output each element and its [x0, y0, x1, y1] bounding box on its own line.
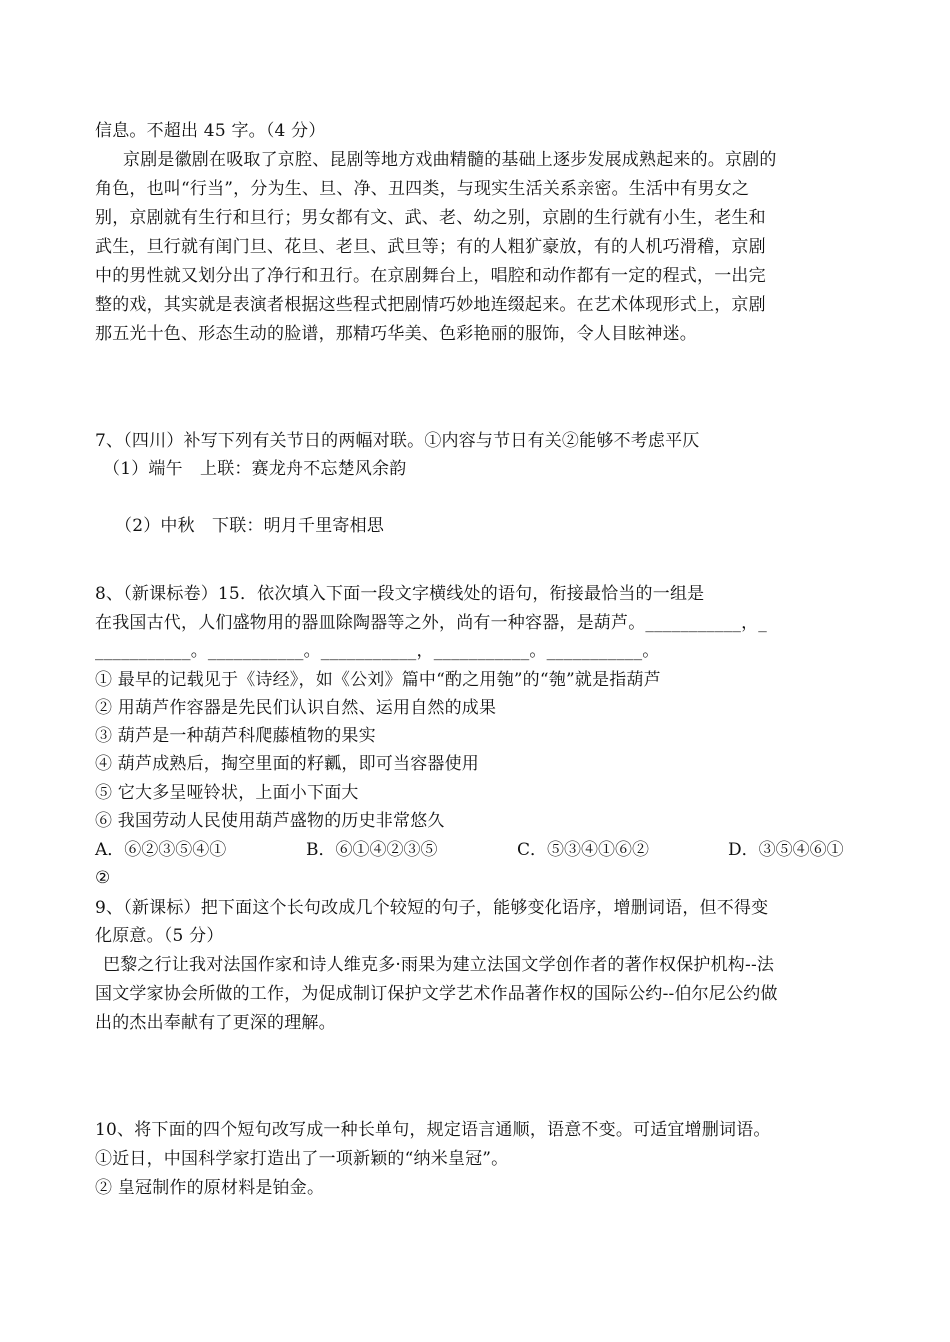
q7-title: 7、（四川）补写下列有关节日的两幅对联。①内容与节日有关②能够不考虑平仄 — [95, 431, 700, 451]
q8-option-c: C．⑤③④①⑥② — [517, 840, 650, 860]
q8-option-d: D．③⑤④⑥① — [728, 840, 844, 860]
passage-line: 整的戏，其实就是表演者根据这些程式把剧情巧妙地连缀起来。在艺术体现形式上，京剧 — [95, 295, 766, 315]
q7-item-2: （2）中秋 下联：明月千里寄相思 — [115, 516, 385, 536]
q6-tail-line: 信息。不超出 45 字。（4 分） — [95, 121, 326, 141]
q8-item: ⑤ 它大多呈哑铃状，上面小下面大 — [95, 783, 359, 803]
passage-line: 武生，旦行就有闺门旦、花旦、老旦、武旦等；有的人粗犷豪放，有的人机巧滑稽，京剧 — [95, 237, 766, 257]
q8-option-b: B．⑥①④②③⑤ — [306, 840, 438, 860]
q9-text-line: 巴黎之行让我对法国作家和诗人维克多·雨果为建立法国文学创作者的著作权保护机构--法 — [103, 955, 775, 975]
q8-blanks: ___________。___________。___________，___________。___________。 — [95, 641, 660, 661]
q8-title: 8、（新课标卷）15．依次填入下面一段文字横线处的语句，衔接最恰当的一组是 — [95, 584, 705, 604]
passage-line: 京剧是徽剧在吸取了京腔、昆剧等地方戏曲精髓的基础上逐步发展成熟起来的。京剧的 — [123, 150, 777, 170]
q10-title: 10、将下面的四个短句改写成一种长单句，规定语言通顺，语意不变。可适宜增删词语。 — [95, 1120, 771, 1140]
q7-item-1: （1）端午 上联：赛龙舟不忘楚风余韵 — [103, 459, 407, 479]
q8-option-a: A．⑥②③⑤④① — [95, 840, 227, 860]
passage-line: 那五光十色、形态生动的脸谱，那精巧华美、色彩艳丽的服饰，令人目眩神迷。 — [95, 324, 697, 344]
q9-text-line: 国文学家协会所做的工作，为促成制订保护文学艺术作品著作权的国际公约--伯尔尼公约做 — [95, 984, 778, 1004]
q8-item: ③ 葫芦是一种葫芦科爬藤植物的果实 — [95, 726, 376, 746]
q9-title-line: 化原意。（5 分） — [95, 926, 224, 946]
q8-stem: 在我国古代，人们盛物用的器皿除陶器等之外，尚有一种容器，是葫芦。___________，_ — [95, 613, 767, 633]
q8-item: ④ 葫芦成熟后，掏空里面的籽瓤，即可当容器使用 — [95, 754, 480, 774]
passage-line: 角色，也叫“行当”，分为生、旦、净、丑四类，与现实生活关系亲密。生活中有男女之 — [95, 179, 750, 199]
q8-item: ⑥ 我国劳动人民使用葫芦盛物的历史非常悠久 — [95, 811, 445, 831]
q10-item-1: ①近日，中国科学家打造出了一项新颖的“纳米皇冠”。 — [95, 1149, 509, 1169]
q10-item-2: ② 皇冠制作的原材料是铂金。 — [95, 1178, 325, 1198]
passage-line: 中的男性就又划分出了净行和丑行。在京剧舞台上，唱腔和动作都有一定的程式，一出完 — [95, 266, 766, 286]
q9-title-line: 9、（新课标）把下面这个长句改成几个较短的句子，能够变化语序，增删词语，但不得变 — [95, 898, 769, 918]
q8-item: ① 最早的记载见于《诗经》，如《公刘》篇中“酌之用匏”的“匏”就是指葫芦 — [95, 670, 661, 690]
q8-item: ② 用葫芦作容器是先民们认识自然、运用自然的成果 — [95, 698, 497, 718]
q8-option-d-wrap: ② — [95, 868, 111, 888]
passage-line: 别，京剧就有生行和旦行；男女都有文、武、老、幼之别，京剧的生行就有小生，老生和 — [95, 208, 766, 228]
q9-text-line: 出的杰出奉献有了更深的理解。 — [95, 1013, 336, 1033]
